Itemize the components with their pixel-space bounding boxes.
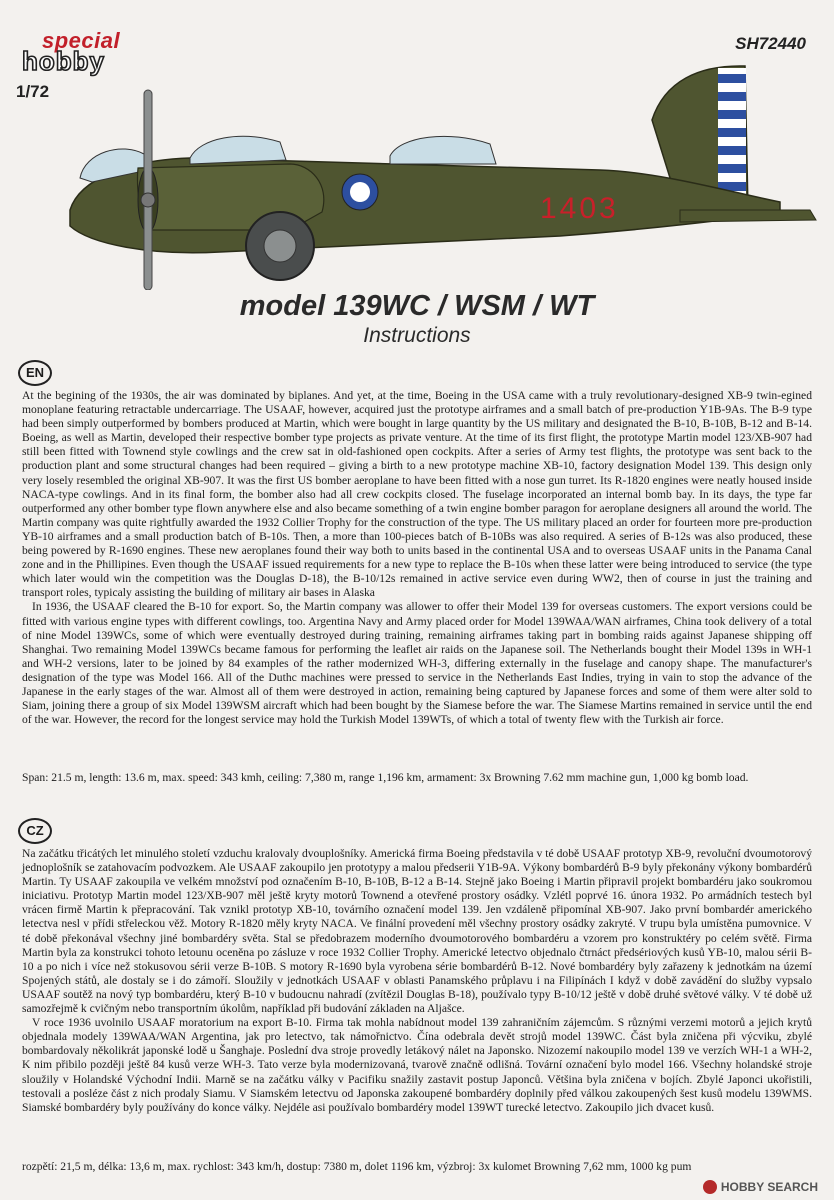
cz-text bbox=[22, 847, 812, 1115]
lang-badge-en: EN bbox=[18, 360, 52, 386]
product-code: SH72440 bbox=[735, 34, 806, 53]
page-title: model 139WC / WSM / WT bbox=[239, 290, 595, 322]
fuselage-number: 1403 bbox=[540, 192, 619, 225]
watermark-text: HOBBY SEARCH bbox=[720, 1180, 818, 1194]
horizontal-stabilizer bbox=[680, 210, 816, 222]
scale-label: 1/72 bbox=[16, 82, 50, 101]
brand-hobby-text: hobby bbox=[22, 46, 105, 76]
hobby-search-icon bbox=[703, 1180, 717, 1194]
brand-special-text: special bbox=[42, 28, 121, 53]
lang-badge-cz: CZ bbox=[18, 818, 52, 844]
propeller-blade bbox=[144, 90, 152, 290]
cz-specs: rozpětí: 21,5 m, délka: 13,6 m, max. rychlost: 343 km/h, dostup: 7380 m, dolet 1196 km, výzbroj: 3x kulomet Browning 7,62 mm, 1000 kg pum bbox=[22, 1160, 692, 1173]
en-paragraph-1: At the begining of the 1930s, the air was dominated by biplanes. And yet, at the time, Boeing in the USA came with a truly revolutionary-designed XB-9 twin-egined monoplane featuring retractable undercarriage. The USAAF, however, acquired just the prototype airframes and a small batch of pre-production Y1B-9As. The B-9 type had been simply outperformed by bombers produced at Martin, which were bought in large quantity by the US military and designated the B-10, B-10B, B-12 and B-14. Boeing, as well as Martin, developed their respective bomber type projects as private venture. At the time of its first flight, the prototype Martin model 123/XB-907 had still been fitted with Townend style cowlings and the crew sat in old-fashioned open cockpits. After a series of Army test flights, the prototype was sent back to the production plant and some structural changes had been required – giving a birth to a new prototype machine XB-10, factory designation Model 139. This design only very losely resembled the original XB-907. It was the first US bomber aeroplane to have been fitted with a nose gun turret. Its R-1820 engines were neatly housed inside NACA-type cowlings. And in its final form, the bomber also had all crew cockpits closed. The fuselage incorporated an internal bomb bay. In its days, the type far outperformed any other bomber type flown anywhere else and also became something of a twin engine bomber paragon for aeroplane designers all around the world. The Martin company was quite rightfully awarded the 1932 Collier Trophy for the construction of the type. The US military placed an order for fourteen more pre-production YB-10 airframes and a small production batch of B-10s. Then, a more than 100-pieces batch of B-10Bs was also required. A series of B-12s was also produced, these being powered by R-1690 engines. These new aeroplanes found their way both to units based in the continental USA and to overseas USAAF units in the Panama Canal zone and in the Phillipines. Even though the USAAF issued requirements for a new type to replace the B-10s when these latter were being introduced to service (the type which later would win the competition was the Douglas D-18), the B-10/12s remained in active service even during WW2, then of course in just the training and transport roles, typicaly assisting the building of military air bases in Alaska bbox=[22, 389, 812, 600]
en-paragraph-2: In 1936, the USAAF cleared the B-10 for export. So, the Martin company was allower to offer their Model 139 for overseas customers. The export versions could be fitted with various engine types with different cowlings, too. Argentina Navy and Army placed order for Model 139WAA/WAN airframes, China took delivery of a total of nine Model 139WCs, some of which were eventually destroyed during training, remaining airframes taking part in bombing raids against Japanese shipping off Shanghai. Two remaining Model 139WCs became famous for performing the leaflet air raids on the Japanese soil. The Netherlands bought their Model 139s in WH-1 and WH-2 versions, later to be joined by 84 examples of the rather modernized WH-3, differing externally in the fuselage and canopy shape. The manufacturer's designation of the type was Model 166. All of the Duthc machines were pressed to service in the Netherlands East Indies, trying in vain to stop the advance of the Japanese in the early stages of the war. Almost all of them were destroyed in action, remaining being captured by Japanese forces and some of them were alter sold to Siam, joining there a group of six Model 139WSM aircraft which had been bought by the Siamese before the war. The Siamese Martins remained in service until the end of the war. However, the record for the longest service may hold the Turkish Model 139WTs, of which a total of twenty flew with the Turkish air force. bbox=[22, 600, 812, 727]
cz-paragraph-1: Na začátku třicátých let minulého století vzduchu kralovaly dvouplošníky. Americká firma Boeing představila v té době USAAF prototyp XB-9, revoluční dvoumotorový jednoplošník se zatahovacím podvozkem. Ale USAAF zakoupilo jen prototypy a malou předserii Y1B-9A. Výkony bombardérů B-9 byly překonány výkony bombardérů Martin. Ty USAAF zakoupila ve velkém množství pod označením B-10, B-10B, B-12 a B-14. Stejně jako Boeing i Martin připravil projekt bombardéru jako soukromou iniciativu. Prototyp Martin model 123/XB-907 měl ještě kryty motorů Townend a otevřené prostory osádky. Vzlétl poprvé 16. února 1932. Po armádních testech byl vrácen firmě Martin k přepracování. Tak vznikl prototyp XB-10, továrního označení model 139. Jen vzdáleně připomínal XB-907. Jako první bombardér amerického letectva nesl v přídi střeleckou věž. Motory R-1820 měly kryty NACA. Ve finální provedení měl všechny prostory osádky zakryté. V trupu byla umístěna pumovnice. V té době překonával všechny jiné bombardéry světa. Stal se předobrazem moderního dvoumotorového bombardéru a vzorem pro konstruktéry po celém světě. Firma Martin byla za konstrukci tohoto letounu oceněna po zásluze v roce 1932 Collier Trophy. Americké letectvo objednalo čtrnáct předsériových kusů YB-10, malou sérii B-10 a po nich i více než stokusovou sérii verze B-10B. S motory R-1690 byla vyrobena série bombardérů B-12. Nové bombardéry byly zařazeny k jednotkám na území Spojených států, ale dostaly se i do zámoří. Sloužily v jednotkách USAAF v oblasti Panamského průplavu i na Filipínách I když v době zavádění do služby vypsalo USAAF soutěž na nový typ bombardéru, který B-10 v budoucnu nahradí (zvítězil Douglas B-18), používalo typy B-10/12 ještě v době druhé světové války. V té době už samozřejmě k cvičným nebo transportním úkolům, například při budování základen na Aljašce. bbox=[22, 847, 812, 1016]
page-subtitle: Instructions bbox=[363, 324, 471, 347]
en-text bbox=[22, 389, 812, 727]
en-specs: Span: 21.5 m, length: 13.6 m, max. speed: 343 kmh, ceiling: 7,380 m, range 1,196 km, armament: 3x Browning 7.62 mm machine gun, 1,000 kg bomb load. bbox=[22, 771, 749, 784]
rear-canopy bbox=[390, 136, 496, 164]
watermark bbox=[703, 1180, 818, 1194]
aircraft-illustration bbox=[40, 60, 820, 290]
pilot-canopy bbox=[190, 136, 286, 164]
cz-paragraph-2: V roce 1936 uvolnilo USAAF moratorium na export B-10. Firma tak mohla nabídnout model 139 zahraničním zájemcům. S různými verzemi motorů a jejich krytů objednala modely 139WAA/WAN Argentina, jak pro letectvo, tak námořnictvo. Čína odebrala devět strojů model 139WC. Část byla zničena při výcviku, zbylé bombardovaly několikrát japonské lodě u Šanghaje. Poslední dva stroje provedly letákový nálet na Japonsko. Nizozemí nakoupilo model 139 ve verzích WH-1 a WH-2, K nim přibilo později ještě 84 kusů verze WH-3. Tato verze byla modernizovaná, tvarově značně odlišná. Tovární označení bylo model 166. Všechny holandské stroje sloužily v Holandské Východní Indii. Marně se na začátku války v Pacifiku snažily zastavit postup Japonců. Většina byla zničena v bojích. Zbylé Japonci ukořistili, testovali a posléze část z nich prodaly Siamu. V Siamském letectvu od Japonska zakoupené bombardéry doplnily před válkou zakoupených šest kusů modelu 139WMS. Siamské bombardéry byly používány do konce války. Nejdéle asi používalo bombardéry model 139WT turecké letectvo. Zakoupilo jich dvacet kusů. bbox=[22, 1016, 812, 1114]
